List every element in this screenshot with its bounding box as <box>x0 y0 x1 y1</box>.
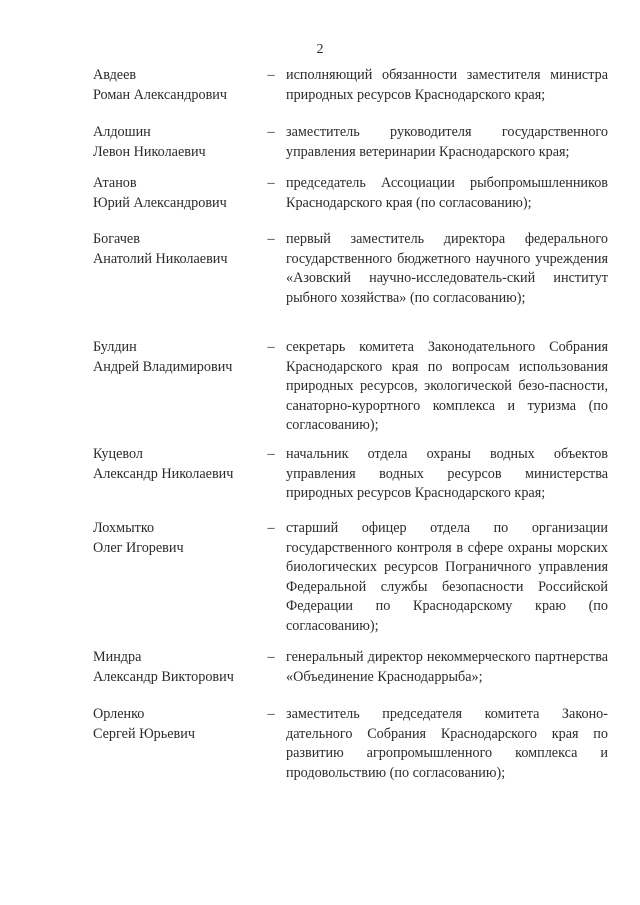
member-surname: Алдошин <box>93 124 151 140</box>
member-name <box>93 338 263 377</box>
member-given-name: Андрей Владимирович <box>93 358 233 375</box>
member-name <box>93 445 263 484</box>
member-position: генеральный директор некоммерческого партнерства «Объединение Краснодаррыба»; <box>286 649 608 685</box>
member-name <box>93 519 263 558</box>
member-given-name: Сергей Юрьевич <box>93 725 195 742</box>
member-name <box>93 648 263 687</box>
page-number: 2 <box>316 42 324 57</box>
member-name <box>93 230 263 269</box>
member-surname: Богачев <box>93 231 140 247</box>
member-given-name: Александр Викторович <box>93 668 234 685</box>
member-name <box>93 66 263 105</box>
member-given-name: Александр Николаевич <box>93 465 234 482</box>
dash-separator: – <box>267 649 275 665</box>
member-surname: Авдеев <box>93 67 137 83</box>
member-position: секретарь комитета Законодательного Собрания Краснодарского края по вопросам использования природных ресурсов, экологической безо-пасности, санаторно-курортного комплекса и туризма (по согласованию); <box>286 339 608 434</box>
member-position: исполняющий обязанности заместителя министра природных ресурсов Краснодарского края; <box>286 67 608 103</box>
member-position: председатель Ассоциации рыбопромышленников Краснодарского края (по согласованию); <box>286 175 608 211</box>
member-position: первый заместитель директора федерального государственного бюджетного научного учреждения «Азовский научно-исследователь-ский институт рыбного хозяйства» (по согласованию); <box>286 231 608 306</box>
member-position: заместитель руководителя государственного управления ветеринарии Краснодарского края; <box>286 124 608 160</box>
member-name <box>93 705 263 744</box>
dash-separator: – <box>267 124 275 140</box>
dash-separator: – <box>267 339 275 355</box>
dash-separator: – <box>267 706 275 722</box>
member-given-name: Олег Игоревич <box>93 539 184 556</box>
dash-separator: – <box>267 175 275 191</box>
dash-separator: – <box>267 67 275 83</box>
member-name <box>93 174 263 213</box>
member-position: старший офицер отдела по организации государственного контроля в сфере охраны морских биологических ресурсов Пограничного управления Федеральной службы безопасности Российской Федерации по Краснодарскому краю (по согласованию); <box>286 520 608 634</box>
member-surname: Миндра <box>93 649 142 665</box>
member-name <box>93 123 263 162</box>
dash-separator: – <box>267 231 275 247</box>
member-position: заместитель председателя комитета Законо-дательного Собрания Краснодарского края по развитию агропромышленного комплекса и продовольствию (по согласованию); <box>286 706 608 781</box>
member-surname: Куцевол <box>93 446 143 462</box>
member-given-name: Юрий Александрович <box>93 194 227 211</box>
dash-separator: – <box>267 520 275 536</box>
member-surname: Лохмытко <box>93 520 155 536</box>
member-surname: Булдин <box>93 339 137 355</box>
member-position: начальник отдела охраны водных объектов управления водных ресурсов министерства природных ресурсов Краснодарского края; <box>286 446 608 502</box>
member-given-name: Анатолий Николаевич <box>93 250 228 267</box>
member-given-name: Левон Николаевич <box>93 143 206 160</box>
member-surname: Атанов <box>93 175 137 191</box>
member-surname: Орленко <box>93 706 145 722</box>
member-given-name: Роман Александрович <box>93 86 228 103</box>
dash-separator: – <box>267 446 275 462</box>
